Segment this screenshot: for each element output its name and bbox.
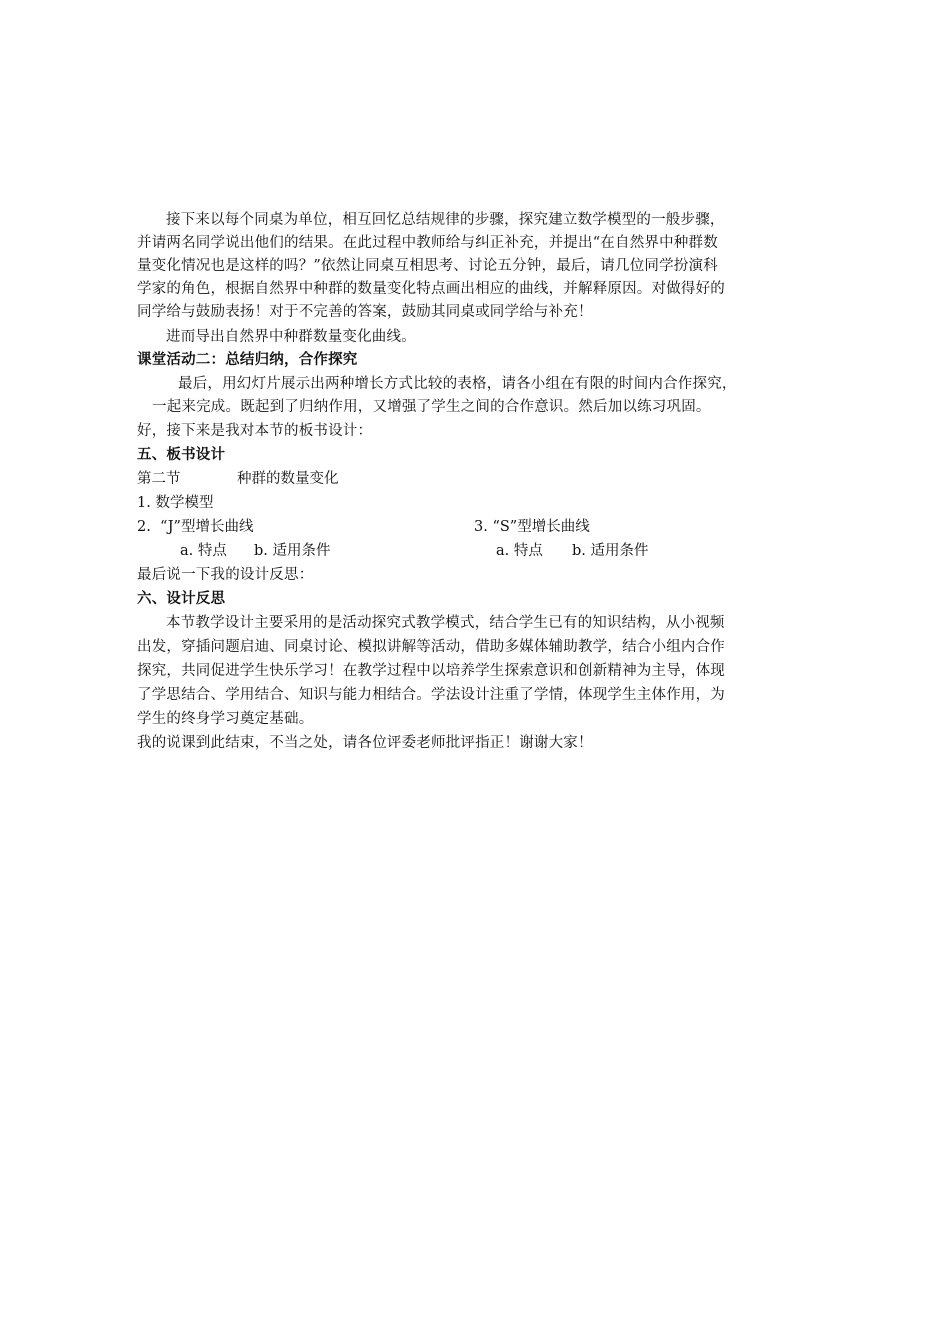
board-section-title: 种群的数量变化	[237, 471, 339, 487]
paragraph-line: 探究，共同促进学生快乐学习！在教学过程中以培养学生探索意识和创新精神为主导，体现	[137, 663, 725, 679]
board-item: 3. “S”型增长曲线	[474, 519, 590, 535]
paragraph-line: 接下来以每个同桌为单位，相互回忆总结规律的步骤，探究建立数学模型的一般步骤，	[166, 212, 725, 228]
activity-heading: 课堂活动二：总结归纳，合作探究	[137, 352, 358, 368]
board-item: 1. 数学模型	[137, 495, 214, 511]
paragraph-line: 最后说一下我的设计反思：	[137, 567, 314, 583]
paragraph-line: 进而导出自然界中种群数量变化曲线。	[166, 329, 416, 345]
paragraph-line: 了学思结合、学用结合、知识与能力相结合。学法设计注重了学情，体现学生主体作用，为	[137, 687, 725, 703]
board-item-number: 2.	[137, 519, 151, 535]
paragraph-line: 好，接下来是我对本节的板书设计：	[137, 423, 373, 439]
paragraph-line: 最后，用幻灯片展示出两种增长方式比较的表格，请各小组在有限的时间内合作探究，	[178, 376, 737, 392]
board-subitem: b. 适用条件	[572, 543, 649, 559]
paragraph-line: 学家的角色，根据自然界中种群的数量变化特点画出相应的曲线，并解释原因。对做得好的	[137, 281, 725, 297]
board-item: “J”型增长曲线	[160, 519, 254, 535]
closing-line: 我的说课到此结束，不当之处，请各位评委老师批评指正！谢谢大家！	[137, 735, 593, 751]
paragraph-line: 出发，穿插问题启迪、同桌讨论、模拟讲解等活动，借助多媒体辅助教学，结合小组内合作	[137, 639, 725, 655]
board-subitem: a. 特点	[180, 543, 227, 559]
board-section-label: 第二节	[137, 471, 181, 487]
paragraph-line: 量变化情况也是这样的吗？”依然让同桌互相思考、讨论五分钟，最后，请几位同学扮演科	[137, 258, 718, 274]
board-subitem: b. 适用条件	[254, 543, 331, 559]
paragraph-line: 本节教学设计主要采用的是活动探究式教学模式，结合学生已有的知识结构，从小视频	[166, 615, 725, 631]
paragraph-line: 一起来完成。既起到了归纳作用，又增强了学生之间的合作意识。然后加以练习巩固。	[152, 399, 711, 415]
paragraph-line: 学生的终身学习奠定基础。	[137, 711, 314, 727]
section-heading: 五、板书设计	[137, 447, 226, 463]
board-subitem: a. 特点	[496, 543, 543, 559]
section-heading: 六、设计反思	[137, 591, 226, 607]
paragraph-line: 并请两名同学说出他们的结果。在此过程中教师给与纠正补充，并提出“在自然界中种群数	[137, 235, 718, 251]
paragraph-line: 同学给与鼓励表扬！对于不完善的答案，鼓励其同桌或同学给与补充！	[137, 304, 593, 320]
